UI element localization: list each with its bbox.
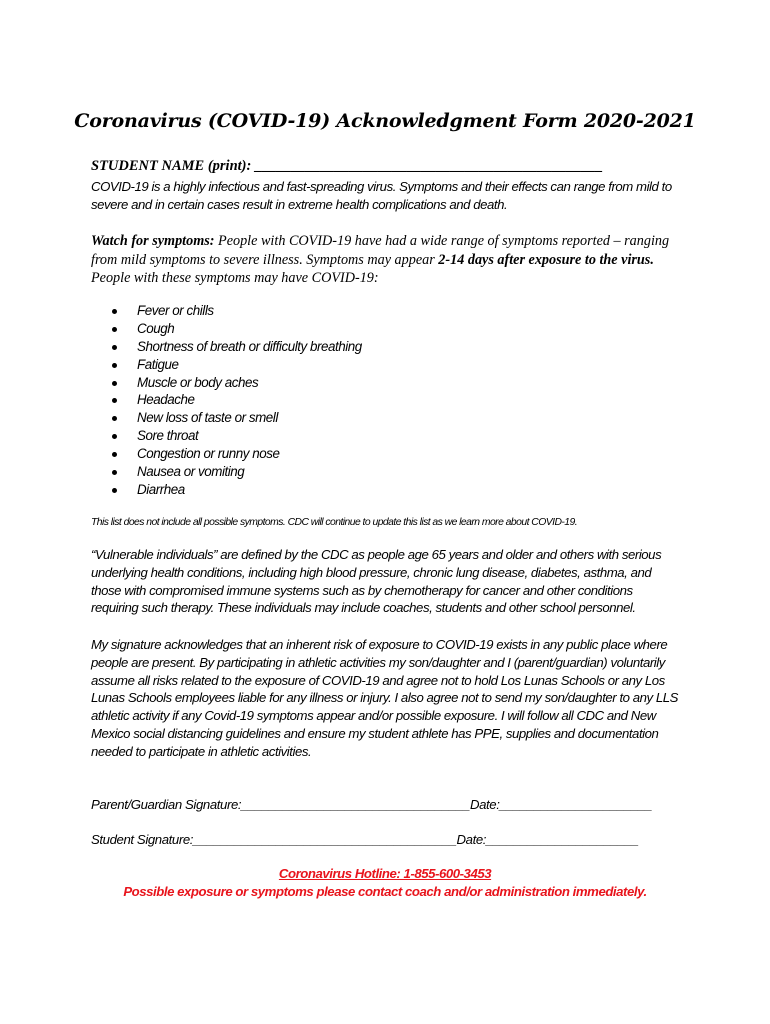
symptom-item [91, 409, 362, 427]
symptom-item [91, 320, 362, 338]
vulnerable-individuals-paragraph: “Vulnerable individuals” are defined by the CDC as people age 65 years and older and others with serious underlying health conditions, including high blood pressure, chronic lung disease, diabetes, asthma, and those with compromised immune systems such as by chemotherapy for cancer and other conditions requiring such therapy. These individuals may include coaches, students and other school personnel. [91, 547, 662, 616]
symptom-item [91, 445, 362, 463]
symptom-item [91, 427, 362, 445]
bullet-icon [112, 381, 117, 386]
symptom-item [91, 463, 362, 481]
bullet-icon [112, 452, 117, 457]
symptom-label: Fever or chills [137, 303, 214, 318]
bullet-icon [112, 398, 117, 403]
symptom-item [91, 302, 362, 320]
intro-paragraph: COVID-19 is a highly infectious and fast-spreading virus. Symptoms and their effects can range from mild to severe and in certain cases result in extreme health complications and death. [91, 179, 672, 212]
watch-symptoms-paragraph [91, 232, 691, 288]
hotline-notice: Coronavirus Hotline: 1-855-600-3453 [278, 866, 492, 881]
symptom-item [91, 338, 362, 356]
watch-symptoms-text-1: People with COVID-19 have had a wide range of symptoms reported – ranging from mild symptoms to severe illness. Symptoms may appear [91, 233, 670, 268]
student-signature-line: Student Signature:______________________________________Date:______________________ [91, 832, 639, 847]
symptom-label: Muscle or body aches [137, 374, 259, 390]
symptom-label: Diarrhea [137, 481, 185, 497]
watch-symptoms-lead: Watch for symptoms: [91, 233, 215, 249]
watch-symptoms-exposure-window: 2-14 days after exposure to the virus. [438, 251, 654, 268]
symptom-list-note: This list does not include all possible symptoms. CDC will continue to update this list as we learn more about COVID-19. [91, 517, 578, 528]
bullet-icon [112, 309, 117, 314]
bullet-icon [112, 363, 117, 368]
watch-symptoms-text-2: People with these symptoms may have COVID-19: [91, 270, 379, 286]
symptom-label: Headache [137, 392, 195, 408]
symptom-item [91, 374, 362, 392]
symptom-label: Shortness of breath or difficulty breathing [137, 338, 362, 354]
bullet-icon [112, 327, 117, 332]
bullet-icon [112, 488, 117, 493]
symptom-label: New loss of taste or smell [137, 410, 278, 426]
bullet-icon [112, 470, 117, 475]
symptom-label: Fatigue [137, 356, 179, 372]
symptom-item [91, 481, 362, 499]
symptom-item [91, 356, 362, 374]
symptom-list [91, 302, 362, 499]
symptom-item [91, 391, 362, 409]
symptom-label: Congestion or runny nose [137, 446, 280, 462]
symptom-label: Sore throat [137, 428, 199, 444]
bullet-icon [112, 416, 117, 421]
exposure-notice: Possible exposure or symptoms please contact coach and/or administration immediately. [123, 884, 647, 899]
symptom-label: Nausea or vomiting [137, 464, 245, 480]
acknowledgment-paragraph: My signature acknowledges that an inherent risk of exposure to COVID-19 exists in any public place where people are present. By participating in athletic activities my son/daughter and I (parent/guardian) voluntarily assume all risks related to the exposure of COVID-19 and agree not to hold Los Lunas Schools or any Los Lunas Schools employees liable for any illness or injury. I also agree not to send my son/daughter to any LLS athletic activity if any Covid-19 symptoms appear and/or possible exposure. I will follow all CDC and New Mexico social distancing guidelines and ensure my student athlete has PPE, supplies and documentation needed to participate in athletic activities. [91, 637, 679, 759]
page-title: Coronavirus (COVID-19) Acknowledgment Form 2020-2021 [74, 110, 696, 132]
student-name-field: STUDENT NAME (print): ________________________________________________ [91, 158, 603, 174]
bullet-icon [112, 345, 117, 350]
parent-signature-line: Parent/Guardian Signature:_________________________________Date:______________________ [91, 797, 653, 812]
bullet-icon [112, 434, 117, 439]
symptom-label: Cough [137, 320, 175, 336]
